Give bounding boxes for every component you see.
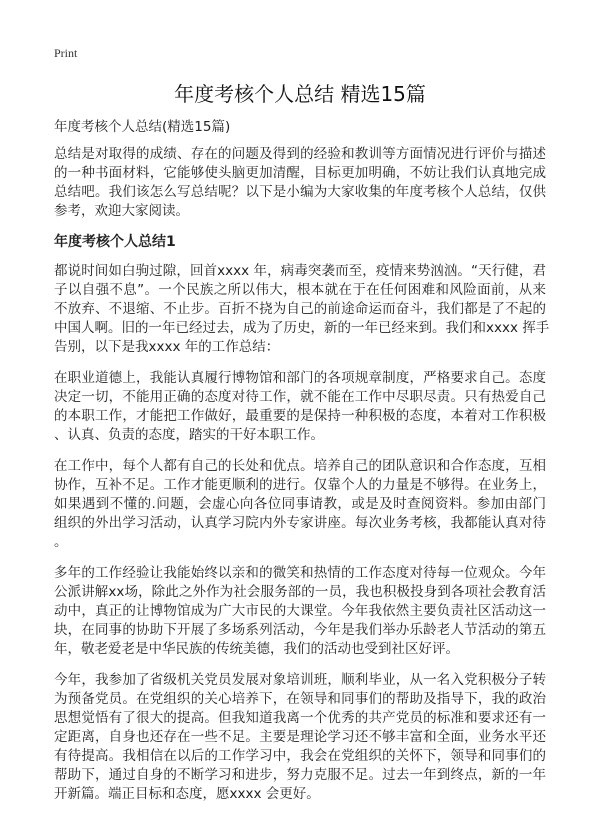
text-line: 定距离，自身也还存在一些不足。主要是理论学习还不够丰富和全面，业务水平还 [54, 729, 546, 745]
text-line: 多年的工作经验让我能始终以亲和的微笑和热情的工作态度对待每一位观众。今年 [54, 565, 546, 581]
body-paragraph [54, 671, 546, 804]
page-title: 年度考核个人总结 精选15篇 [174, 82, 426, 106]
document-body [54, 118, 550, 816]
text-line: 决定一切，不能用正确的态度对待工作，就不能在工作中尽职尽责。只有热爱自己 [54, 389, 546, 405]
text-line: 、认真、负责的态度，踏实的干好本职工作。 [54, 427, 324, 443]
text-line: 如果遇到不懂的.问题，会虚心向各位同事请教，或是及时查阅资料。参加由部门 [54, 496, 546, 512]
text-line: 都说时间如白驹过隙，回首xxxx 年，病毒突袭而至，疫情来势汹汹。“天行健，君 [54, 263, 546, 279]
text-line: 的本职工作，才能把工作做好，最重要的是保持一种积极的态度，本着对工作积极 [54, 408, 546, 424]
body-paragraph [54, 564, 546, 659]
text-line: 在职业道德上，我能认真履行博物馆和部门的各项规章制度，严格要求自己。态度 [54, 370, 546, 386]
text-line: 为预备党员。在党组织的关心培养下，在领导和同事们的帮助及指导下，我的政治 [54, 691, 546, 707]
text-line: 总结是对取得的成绩、存在的问题及得到的经验和教训等方面情况进行评价与描述 [54, 146, 546, 162]
section-paragraphs [54, 262, 550, 804]
text-line: 有待提高。我相信在以后的工作学习中，我会在党组织的关怀下，领导和同事们的 [54, 748, 546, 764]
text-line: 动中，真正的让博物馆成为广大市民的大课堂。今年我依然主要负责社区活动这一 [54, 603, 546, 619]
text-line: 的一种书面材料，它能够使头脑更加清醒，目标更加明确，不妨让我们认真地完成 [54, 165, 546, 181]
text-line: 年，敬老爱老是中华民族的传统美德，我们的活动也受到社区好评。 [54, 641, 459, 657]
text-line: 总结吧。我们该怎么写总结呢？以下是小编为大家收集的年度考核个人总结，仅供 [54, 184, 546, 200]
text-line: 在工作中，每个人都有自己的长处和优点。培养自己的团队意识和合作态度，互相 [54, 458, 546, 474]
text-line: 今年，我参加了省级机关党员发展对象培训班，顺利毕业，从一名入党积极分子转 [54, 672, 546, 688]
text-line: 块，在同事的协助下开展了多场系列活动，今年是我们举办乐龄老人节活动的第五 [54, 622, 546, 638]
document-subtitle: 年度考核个人总结(精选15篇) [54, 119, 231, 135]
body-paragraph [54, 262, 550, 357]
body-paragraph [54, 457, 546, 552]
intro-paragraph [54, 145, 546, 221]
section-heading: 年度考核个人总结1 [54, 234, 176, 250]
text-line: 参考，欢迎大家阅读。 [54, 203, 189, 219]
body-paragraph [54, 369, 546, 445]
text-line: 子以自强不息”。一个民族之所以伟大，根本就在于在任何困难和风险面前，从来 [54, 282, 546, 298]
text-line: 不放弃、不退缩、不止步。百折不挠为自己的前途命运而奋斗，我们都是了不起的 [54, 301, 546, 317]
text-line: 协作，互补不足。工作才能更顺利的进行。仅靠个人的力量是不够得。在业务上， [54, 477, 546, 493]
text-line: 组织的外出学习活动，认真学习院内外专家讲座。每次业务考核，我都能认真对待 [54, 515, 546, 531]
text-line: 。 [54, 534, 68, 550]
text-line: 告别，以下是我xxxx 年的工作总结： [54, 339, 280, 355]
text-line: 思想觉悟有了很大的提高。但我知道我离一个优秀的共产党员的标准和要求还有一 [54, 710, 546, 726]
text-line: 公派讲解xx场，除此之外作为社会服务部的一员，我也积极投身到各项社会教育活 [54, 584, 546, 600]
text-line: 帮助下，通过自身的不断学习和进步，努力克服不足。过去一年到终点，新的一年 [54, 767, 546, 783]
text-line: 中国人啊。旧的一年已经过去，成为了历史，新的一年已经来到。我们和xxxx 挥手 [54, 320, 550, 336]
print-link[interactable]: Print [54, 46, 78, 60]
text-line: 开新篇。端正目标和态度，愿xxxx 会更好。 [54, 786, 320, 802]
